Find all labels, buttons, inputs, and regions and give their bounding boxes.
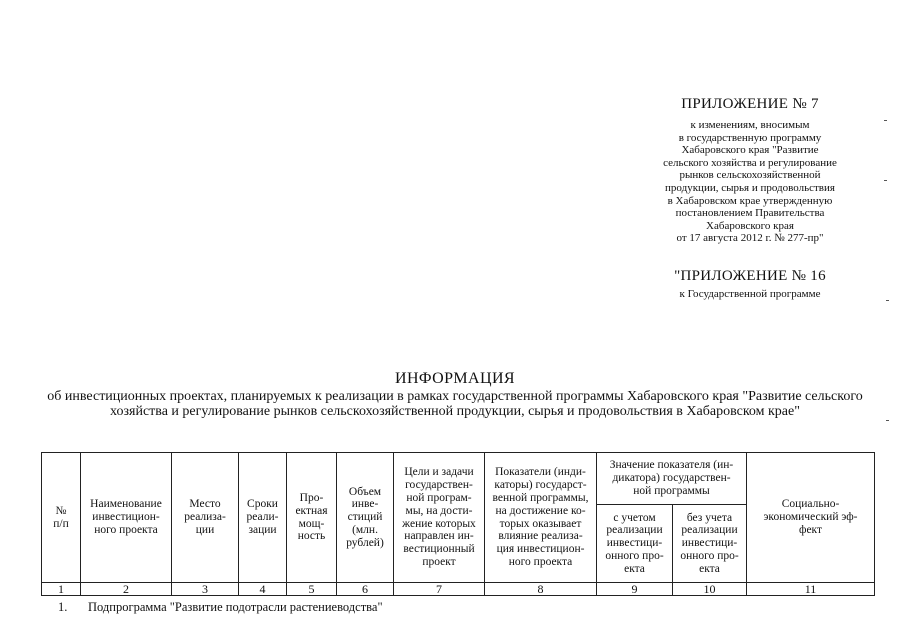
appendix-7-line: постановлением Правительства — [675, 207, 825, 220]
subprogram-number: 1. — [58, 600, 68, 614]
column-number-cell: 10 — [673, 583, 747, 596]
appendix-16-heading: "ПРИЛОЖЕНИЕ № 16 — [674, 268, 826, 284]
header-without-project: без учета реализации инвестици- онного про- екта — [673, 505, 747, 583]
header-with-project: с учетом реализации инвестици- онного про- екта — [597, 505, 673, 583]
appendix-7-line: сельского хозяйства и регулирование — [663, 156, 837, 169]
column-number-cell: 1 — [42, 583, 81, 596]
column-number-cell: 3 — [172, 583, 239, 596]
header-program-indicators: Показатели (инди- каторы) государст- венной программы, на достижение ко- торых оказывает влияние реализа- ция инвестицион- ного проекта — [485, 453, 597, 583]
table-row — [42, 583, 875, 596]
appendix-7-description — [600, 119, 900, 245]
header-project-name: Наименование инвестицион- ного проекта — [81, 453, 172, 583]
appendix-16-header — [600, 268, 900, 301]
scan-mark — [884, 180, 887, 181]
appendix-7-line: продукции, сырья и продовольствия — [665, 181, 835, 194]
header-indicator-value-group: Значение показателя (ин- дикатора) государствен- ной программы — [597, 453, 747, 505]
subprogram-title: Подпрограмма "Развитие подотрасли растениеводства" — [88, 600, 383, 614]
scan-mark — [886, 300, 889, 301]
appendix-7-line: Хабаровского края "Развитие — [681, 144, 819, 157]
appendix-7-line: рынков сельскохозяйственной — [679, 169, 821, 182]
document-title: ИНФОРМАЦИЯ — [395, 370, 515, 387]
appendix-16-line: к Государственной программе — [679, 288, 821, 300]
column-number-cell: 11 — [747, 583, 875, 596]
column-number-cell: 6 — [337, 583, 394, 596]
header-socio-economic-effect: Социально- экономический эф- фект — [747, 453, 875, 583]
appendix-7-line: от 17 августа 2012 г. № 277-пр" — [676, 232, 824, 245]
appendix-7-line: к изменениям, вносимым — [690, 119, 810, 131]
column-number-cell: 9 — [597, 583, 673, 596]
subprogram-row — [58, 600, 383, 615]
investment-projects-table — [41, 452, 875, 596]
column-number-cell: 7 — [394, 583, 485, 596]
appendix-7-heading: ПРИЛОЖЕНИЕ № 7 — [681, 96, 819, 112]
document-subtitle: об инвестиционных проектах, планируемых к реализации в рамках государственной программы Хабаровского края "Развитие сельского хозяйства и регулирование рынков сельскохозяйственной продукции, сырья и продовольствия в Хабаровском крае" — [47, 389, 863, 419]
appendix-7-line: в Хабаровском крае утвержденную — [667, 194, 833, 207]
header-capacity: Про- ектная мощ- ность — [287, 453, 337, 583]
appendix-7-line: в государственную программу — [678, 131, 822, 144]
header-program-goals: Цели и задачи государствен- ной програм- мы, на дости- жение которых направлен ин- вестиционный проект — [394, 453, 485, 583]
column-number-cell: 8 — [485, 583, 597, 596]
column-number-cell: 4 — [239, 583, 287, 596]
column-number-cell: 2 — [81, 583, 172, 596]
header-investment-volume: Объем инве- стиций (млн. рублей) — [337, 453, 394, 583]
header-num: № п/п — [42, 453, 81, 583]
column-number-cell: 5 — [287, 583, 337, 596]
header-place: Место реализа- ции — [172, 453, 239, 583]
scan-mark — [886, 420, 889, 421]
appendix-7-header — [600, 96, 900, 245]
appendix-7-line: Хабаровского края — [706, 219, 794, 232]
scan-mark — [884, 120, 887, 121]
document-title-block — [20, 370, 890, 419]
header-terms: Сроки реали- зации — [239, 453, 287, 583]
